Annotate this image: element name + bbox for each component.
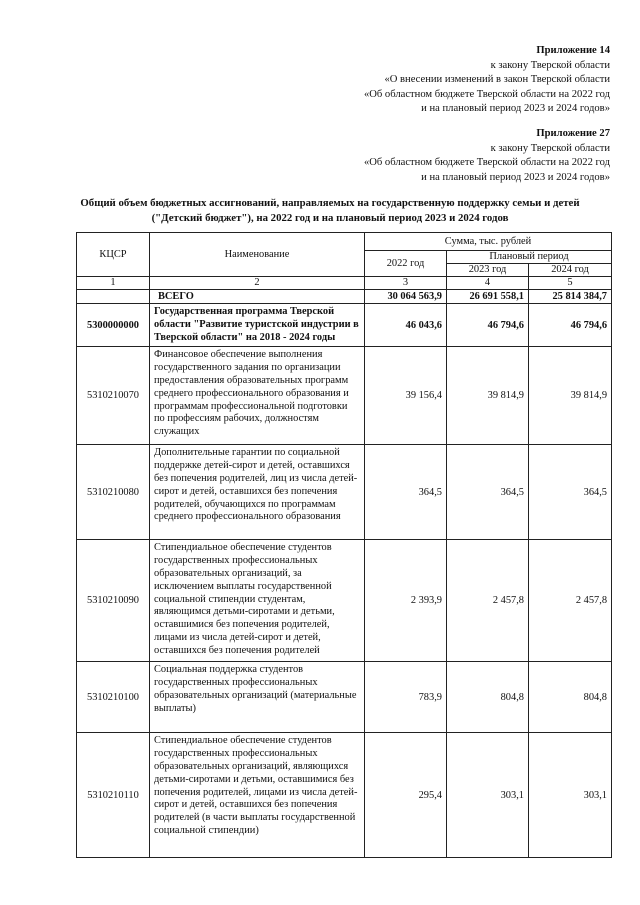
row-2023: 46 794,6 bbox=[447, 304, 529, 347]
appendix-27-header bbox=[364, 127, 610, 185]
row-2023: 39 814,9 bbox=[447, 347, 529, 445]
row-name: Стипендиальное обеспечение студентов государственных профессиональных образовательных организаций, являющихся детьми-сиротами и детьми, оставшимися без попечения родителей, лицами из числа детей-сирот и детей, оставшихся без попечения родителей (в части выплаты государственной социальной стипендии) bbox=[150, 733, 365, 858]
total-label: ВСЕГО bbox=[150, 290, 365, 304]
appendix-line: «Об областном бюджете Тверской области на 2022 год bbox=[363, 157, 610, 169]
row-2024: 39 814,9 bbox=[529, 347, 612, 445]
row-code: 5310210110 bbox=[77, 733, 150, 858]
table-row bbox=[77, 540, 612, 662]
row-2022: 364,5 bbox=[365, 445, 447, 540]
table-row bbox=[77, 304, 612, 347]
budget-table bbox=[76, 232, 612, 858]
table-row bbox=[77, 445, 612, 540]
row-2023: 303,1 bbox=[447, 733, 529, 858]
row-2022: 39 156,4 bbox=[365, 347, 447, 445]
row-2022: 295,4 bbox=[365, 733, 447, 858]
header-name: Наименование bbox=[150, 233, 365, 277]
document-title bbox=[40, 196, 620, 225]
row-2023: 364,5 bbox=[447, 445, 529, 540]
total-2022: 30 064 563,9 bbox=[365, 290, 447, 304]
row-name: Социальная поддержка студентов государственных профессиональных образовательных организаций (материальные выплаты) bbox=[150, 662, 365, 733]
column-number: 2 bbox=[150, 277, 365, 290]
row-2022: 2 393,9 bbox=[365, 540, 447, 662]
row-2024: 2 457,8 bbox=[529, 540, 612, 662]
column-number: 5 bbox=[529, 277, 612, 290]
total-2024: 25 814 384,7 bbox=[529, 290, 612, 304]
row-2024: 364,5 bbox=[529, 445, 612, 540]
appendix-title: Приложение 27 bbox=[536, 128, 610, 139]
row-code: 5310210090 bbox=[77, 540, 150, 662]
column-number-row bbox=[77, 277, 612, 290]
appendix-line: и на плановый период 2023 и 2024 годов» bbox=[421, 171, 610, 183]
column-number: 4 bbox=[447, 277, 529, 290]
table-row bbox=[77, 733, 612, 858]
header-2024: 2024 год bbox=[529, 264, 612, 277]
appendix-title: Приложение 14 bbox=[536, 45, 610, 56]
header-code: КЦСР bbox=[77, 233, 150, 277]
row-name: Стипендиальное обеспечение студентов государственных профессиональных образовательных организаций, за исключением выплаты государственной социальной стипендии студентам, являющимся детьми-сиротами и детьми, оставшимися без попечения родителей, лицами из числа детей-сирот и детей, оставшихся без попечения родителей bbox=[150, 540, 365, 662]
row-2024: 804,8 bbox=[529, 662, 612, 733]
document-title-line: Общий объем бюджетных ассигнований, направляемых на государственную поддержку семьи и детей bbox=[80, 197, 580, 209]
header-2022: 2022 год bbox=[365, 251, 447, 277]
table-row bbox=[77, 347, 612, 445]
appendix-line: к закону Тверской области bbox=[490, 142, 610, 154]
row-code: 5310210080 bbox=[77, 445, 150, 540]
header-planned: Плановый период bbox=[447, 251, 612, 264]
row-2023: 804,8 bbox=[447, 662, 529, 733]
row-code: 5310210070 bbox=[77, 347, 150, 445]
header-2023: 2023 год bbox=[447, 264, 529, 277]
row-2023: 2 457,8 bbox=[447, 540, 529, 662]
row-2024: 303,1 bbox=[529, 733, 612, 858]
row-2022: 783,9 bbox=[365, 662, 447, 733]
row-name: Дополнительные гарантии по социальной поддержке детей-сирот и детей, оставшихся без попечения родителей, лиц из числа детей-сирот и детей, оставшихся без попечения родителей, обучающихся по программам среднего профессионального образования bbox=[150, 445, 365, 540]
appendix-line: и на плановый период 2023 и 2024 годов» bbox=[421, 103, 610, 115]
header-sum: Сумма, тыс. рублей bbox=[365, 233, 612, 251]
total-row bbox=[77, 290, 612, 304]
appendix-line: к закону Тверской области bbox=[490, 59, 610, 71]
row-2022: 46 043,6 bbox=[365, 304, 447, 347]
table-row bbox=[77, 662, 612, 733]
column-number: 3 bbox=[365, 277, 447, 290]
column-number: 1 bbox=[77, 277, 150, 290]
document-title-line: ("Детский бюджет"), на 2022 год и на плановый период 2023 и 2024 годов bbox=[151, 211, 509, 224]
appendix-line: «Об областном бюджете Тверской области на 2022 год bbox=[363, 88, 610, 100]
row-2024: 46 794,6 bbox=[529, 304, 612, 347]
appendix-14-header bbox=[364, 44, 610, 117]
total-2023: 26 691 558,1 bbox=[447, 290, 529, 304]
row-code: 5300000000 bbox=[77, 304, 150, 347]
row-name: Государственная программа Тверской области "Развитие туристской индустрии в Тверской области" на 2018 - 2024 годы bbox=[150, 304, 365, 347]
row-name: Финансовое обеспечение выполнения государственного задания по организации предоставления образовательных программ среднего профессионального образования и программам профессиональной подготовки по профессиям рабочих, должностям служащих bbox=[150, 347, 365, 445]
row-code: 5310210100 bbox=[77, 662, 150, 733]
appendix-line: «О внесении изменений в закон Тверской области bbox=[384, 74, 610, 86]
